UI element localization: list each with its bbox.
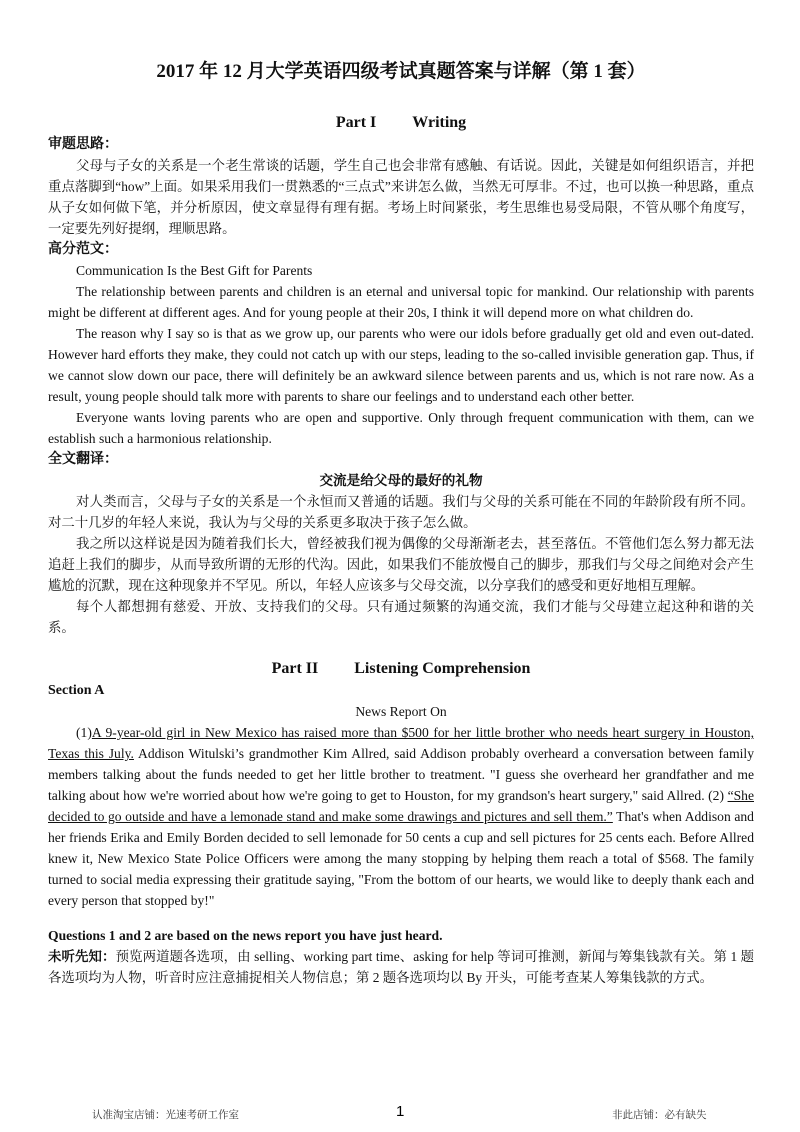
translation-paragraph: 每个人都想拥有慈爱、开放、支持我们的父母。只有通过频繁的沟通交流，我们才能与父母建立起这种和谐的关系。 bbox=[48, 599, 754, 635]
question-marker: (1) bbox=[76, 725, 92, 740]
part1-label: Part I bbox=[335, 114, 377, 131]
essay-paragraph: Everyone wants loving parents who are open and supportive. Only through frequent communication with them, can we establish such a harmonious relationship. bbox=[48, 410, 754, 446]
page-number: 1 bbox=[396, 1103, 405, 1120]
essay-paragraph: The relationship between parents and children is an eternal and universal topic for mankind. Our relationship with parents might be different at different ages. And for young people at their 20s, I think it will depend more on what children do. bbox=[48, 284, 754, 320]
part1-name: Writing bbox=[412, 114, 467, 131]
part2-label: Part II bbox=[271, 660, 319, 677]
report-text: That's when Addison and her friends Erika and Emily Borden decided to sell lemonade for 50 cents a cup and sell pictures for 25 cents each. Before Allred knew it, New Mexico State Police Officers were among the many stopping by helping them reach a total of $568. The family turned to social media expressing their gratitude saying, "From the bottom of our hearts, we would like to deeply thank each and every person that stopped by!" bbox=[48, 809, 754, 908]
document-page bbox=[48, 58, 754, 988]
news-report-text bbox=[48, 722, 754, 911]
footer-left-text: 认准淘宝店铺：光速考研工作室 bbox=[92, 1109, 239, 1121]
report-title: News Report On bbox=[355, 704, 447, 719]
translation-heading: 全文翻译： bbox=[48, 452, 118, 467]
essay-title: Communication Is the Best Gift for Parents bbox=[76, 263, 313, 278]
translation-paragraph: 对人类而言，父母与子女的关系是一个永恒而又普通的话题。我们与父母的关系可能在不同的年龄阶段有所不同。对二十几岁的年轻人来说，我认为与父母的关系更多取决于孩子怎么做。 bbox=[48, 494, 754, 530]
preview-paragraph bbox=[48, 946, 754, 988]
report-text: Addison Witulski’s grandmother Kim Allred, said Addison probably overheard a conversation between family members talking about the funds needed to get her little brother to treatment. "I guess she overheard her grandfather and me talking about how we're worried about how we're going to get to Houston, for my grandson's heart surgery," said Allred. (2) bbox=[48, 746, 755, 803]
section-a-heading: Section A bbox=[48, 683, 105, 698]
analysis-text: 父母与子女的关系是一个老生常谈的话题，学生自己也会非常有感触、有话说。因此，关键是如何组织语言，并把重点落脚到“how”上面。如果采用我们一贯熟悉的“三点式”来讲怎么做，当然无可厚非。不过，也可以换一种思路，重点从子女如何做下笔，并分析原因，使文章显得有理有据。考场上时间紧张，考生思维也易受局限，不管从哪个角度写，一定要先列好提纲，理顺思路。 bbox=[48, 158, 754, 236]
questions-line: Questions 1 and 2 are based on the news report you have just heard. bbox=[48, 928, 443, 943]
preview-label: 未听先知： bbox=[48, 949, 116, 964]
page-footer bbox=[0, 1103, 800, 1123]
part2-name: Listening Comprehension bbox=[354, 660, 531, 677]
translation-title: 交流是给父母的最好的礼物 bbox=[319, 473, 483, 488]
translation-paragraph: 我之所以这样说是因为随着我们长大，曾经被我们视为偶像的父母渐渐老去，甚至落伍。不管他们怎么努力都无法追赶上我们的脚步，从而导致所谓的无形的代沟。因此，如果我们不能放慢自己的脚步，那我们与父母之间绝对会产生尴尬的沉默，现在这种现象并不罕见。所以，年轻人应该多与父母交流，以分享我们的感受和更好地相互理解。 bbox=[48, 536, 754, 593]
part2-heading bbox=[48, 658, 754, 680]
preview-text: 预览两道题各选项，由 selling、working part time、asking for help 等词可推测，新闻与筹集钱款有关。第 1 题各选项均为人物，听音时应注意捕捉相关人物信息；第 2 题各选项均以 By 开头，可能考查某人筹集钱款的方式。 bbox=[48, 949, 755, 985]
underlined-answer: “She decided to go outside and have a lemonade stand and make some drawings and pictures and sell them.” bbox=[48, 788, 754, 824]
essay-heading: 高分范文： bbox=[48, 242, 118, 257]
page-title: 2017 年 12 月大学英语四级考试真题答案与详解（第 1 套） bbox=[156, 61, 646, 82]
analysis-heading: 审题思路： bbox=[48, 137, 118, 152]
part1-heading bbox=[48, 112, 754, 134]
underlined-answer: A 9-year-old girl in New Mexico has raised more than $500 for her little brother who needs heart surgery in Houston, Texas this July. bbox=[48, 725, 754, 761]
footer-right-text: 非此店铺：必有缺失 bbox=[612, 1109, 707, 1121]
essay-paragraph: The reason why I say so is that as we grow up, our parents who were our idols before gradually get old and even out-dated. However hard efforts they make, they could not catch up with our steps, leading to the so-called invisible generation gap. Thus, if we cannot slow down our pace, there will definitely be an awkward silence between parents and us, which is not rare now. As a result, young people should talk more with parents to share our feelings and to understand each other better. bbox=[48, 326, 754, 404]
